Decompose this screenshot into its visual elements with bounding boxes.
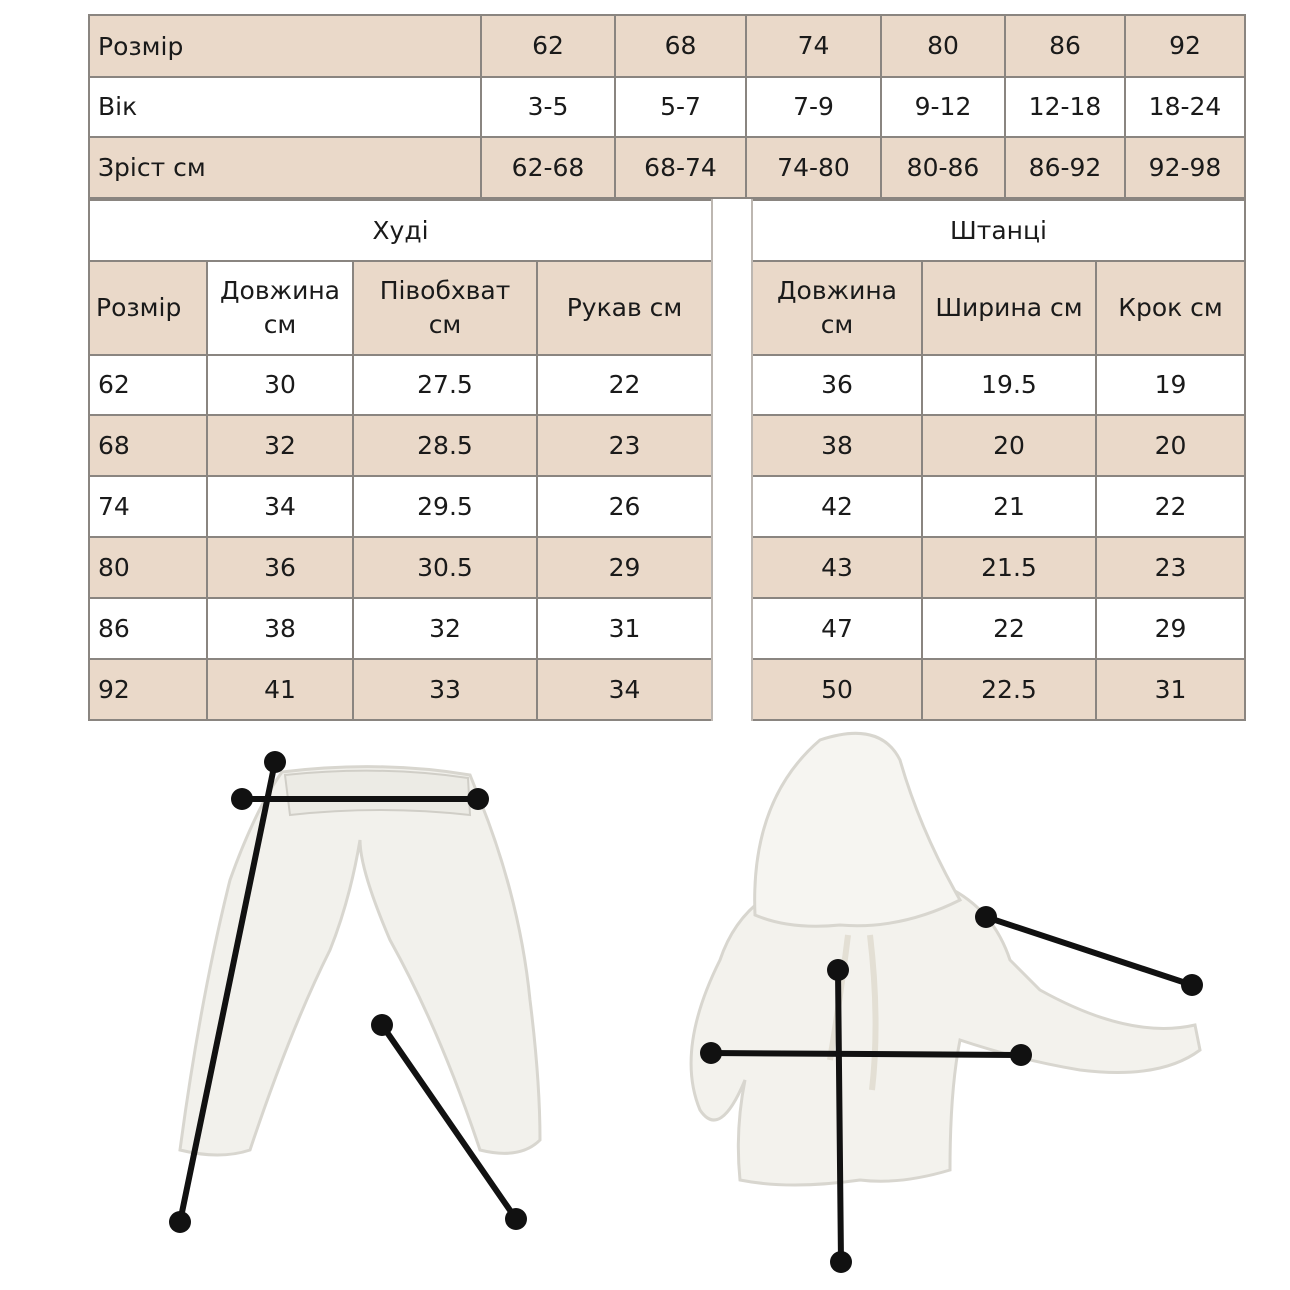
summary-cell: 80-86 (880, 136, 1006, 199)
hoodie-cell: 22 (536, 354, 713, 416)
hoodie-header: Довжина см (206, 260, 354, 356)
summary-cell: 68 (614, 14, 747, 78)
dot (231, 788, 253, 810)
pants-cell: 22 (921, 597, 1097, 660)
pants-cell: 50 (751, 658, 923, 721)
dot (830, 1251, 852, 1273)
hoodie-cell: 31 (536, 597, 713, 660)
hoodie-header: Півобхват см (352, 260, 538, 356)
hoodie-cell: 74 (88, 475, 208, 538)
pants-cell: 22.5 (921, 658, 1097, 721)
dot (1181, 974, 1203, 996)
hoodie-cell: 68 (88, 414, 208, 477)
summary-cell: 92 (1124, 14, 1246, 78)
summary-cell: 9-12 (880, 76, 1006, 138)
hoodie-cell: 27.5 (352, 354, 538, 416)
pants-cell: 19.5 (921, 354, 1097, 416)
pants-header: Крок см (1095, 260, 1246, 356)
summary-cell: 3-5 (480, 76, 616, 138)
hoodie-length-line (838, 970, 841, 1262)
hoodie-halfgirth-line (711, 1053, 1021, 1055)
hoodie-cell: 34 (536, 658, 713, 721)
hoodie-header: Рукав см (536, 260, 713, 356)
hoodie-hood (755, 733, 960, 926)
hoodie-cell: 86 (88, 597, 208, 660)
summary-cell: 86 (1004, 14, 1126, 78)
pants-cell: 23 (1095, 536, 1246, 599)
hoodie-cell: 80 (88, 536, 208, 599)
summary-cell: 80 (880, 14, 1006, 78)
summary-cell: 68-74 (614, 136, 747, 199)
pants-cell: 31 (1095, 658, 1246, 721)
hoodie-image (691, 733, 1200, 1185)
hoodie-body (691, 880, 1200, 1185)
hoodie-cell: 36 (206, 536, 354, 599)
summary-cell: 62 (480, 14, 616, 78)
dot (505, 1208, 527, 1230)
summary-cell: 7-9 (745, 76, 882, 138)
dot (975, 906, 997, 928)
pants-cell: 21 (921, 475, 1097, 538)
hoodie-cell: 32 (206, 414, 354, 477)
dot (827, 959, 849, 981)
pants-cell: 36 (751, 354, 923, 416)
pants-header: Довжина см (751, 260, 923, 356)
summary-cell: 12-18 (1004, 76, 1126, 138)
pants-cell: 20 (1095, 414, 1246, 477)
hoodie-title: Худі (88, 199, 713, 262)
hoodie-cell: 33 (352, 658, 538, 721)
pants-cell: 19 (1095, 354, 1246, 416)
pants-cell: 29 (1095, 597, 1246, 660)
hoodie-cell: 41 (206, 658, 354, 721)
pants-cell: 47 (751, 597, 923, 660)
dot (169, 1211, 191, 1233)
pants-cell: 38 (751, 414, 923, 477)
pants-title: Штанці (751, 199, 1246, 262)
hoodie-cell: 30.5 (352, 536, 538, 599)
hoodie-cell: 62 (88, 354, 208, 416)
summary-row-label: Вік (88, 76, 482, 138)
summary-cell: 62-68 (480, 136, 616, 199)
pants-cell: 21.5 (921, 536, 1097, 599)
hoodie-cell: 29 (536, 536, 713, 599)
hoodie-cell: 30 (206, 354, 354, 416)
summary-cell: 5-7 (614, 76, 747, 138)
pants-cell: 22 (1095, 475, 1246, 538)
pants-cell: 20 (921, 414, 1097, 477)
dot (1010, 1044, 1032, 1066)
hoodie-cell: 32 (352, 597, 538, 660)
hoodie-header: Розмір (88, 260, 208, 356)
summary-row-label: Зріст см (88, 136, 482, 199)
pants-cell: 43 (751, 536, 923, 599)
pants-waistband (285, 771, 470, 815)
dot (264, 751, 286, 773)
hoodie-cell: 92 (88, 658, 208, 721)
hoodie-cell: 34 (206, 475, 354, 538)
summary-cell: 74-80 (745, 136, 882, 199)
dot (467, 788, 489, 810)
summary-cell: 18-24 (1124, 76, 1246, 138)
dot (371, 1014, 393, 1036)
pants-header: Ширина см (921, 260, 1097, 356)
summary-row-label: Розмір (88, 14, 482, 78)
summary-cell: 92-98 (1124, 136, 1246, 199)
hoodie-cell: 29.5 (352, 475, 538, 538)
hoodie-cell: 23 (536, 414, 713, 477)
hoodie-cell: 26 (536, 475, 713, 538)
pants-cell: 42 (751, 475, 923, 538)
summary-cell: 74 (745, 14, 882, 78)
summary-cell: 86-92 (1004, 136, 1126, 199)
dot (700, 1042, 722, 1064)
hoodie-cell: 28.5 (352, 414, 538, 477)
hoodie-cell: 38 (206, 597, 354, 660)
